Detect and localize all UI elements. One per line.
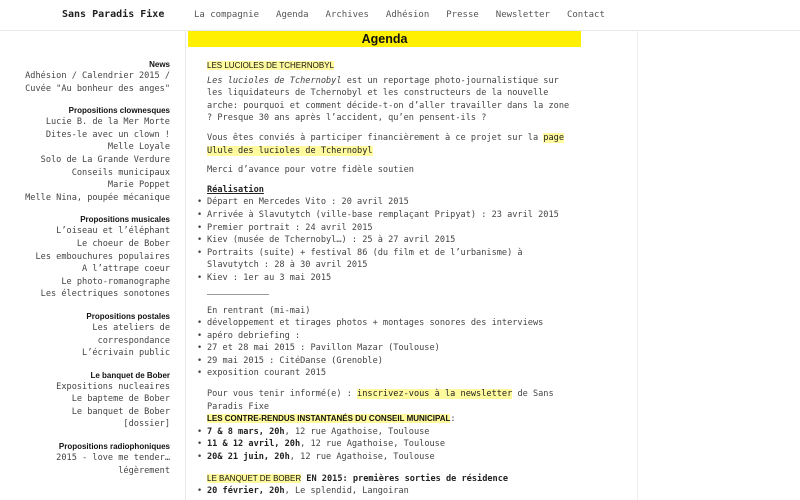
inform-post: de Sans Paradis Fixe — [207, 389, 554, 412]
sidebar — [0, 31, 186, 500]
sidebar-item[interactable]: Melle Loyale — [107, 142, 170, 153]
event-place: , 12 rue Agathoise, Toulouse — [300, 439, 446, 450]
sidebar-section — [0, 371, 170, 431]
tchernobyl-title: LES LUCIOLES DE TCHERNOBYL — [207, 61, 335, 70]
conseil-colon: : — [450, 414, 456, 425]
sidebar-item[interactable]: légèrement — [118, 465, 170, 476]
sidebar-item[interactable]: Les ateliers de — [92, 322, 170, 333]
sidebar-item[interactable]: Le photo-romanographe — [61, 276, 170, 287]
list-item: • Kiev : 1er au 3 mai 2015 — [207, 272, 577, 285]
sidebar-item[interactable]: Solo de La Grande Verdure — [40, 154, 170, 165]
conseil-list — [207, 426, 577, 464]
bober-title[interactable]: LE BANQUET DE BOBER — [207, 473, 302, 483]
list-item: • Départ en Mercedes Vito : 20 avril 2015 — [207, 196, 577, 209]
sidebar-item[interactable]: Cuvée "Au bonheur des anges" — [25, 83, 170, 94]
event-date: 7 & 8 mars, 20h — [207, 426, 285, 437]
event-date: 11 & 12 avril, 20h — [207, 439, 301, 450]
list-item — [207, 438, 577, 451]
invite-text: Vous êtes conviés à participer financièrement à ce projet sur la — [207, 132, 544, 143]
realisation-title: Réalisation — [207, 184, 264, 195]
sidebar-section — [0, 60, 170, 95]
bober-heading — [207, 473, 577, 486]
list-item: • 29 mai 2015 : CitéDanse (Grenoble) — [207, 355, 577, 368]
sidebar-section-title: News — [149, 60, 170, 69]
sidebar-item[interactable]: [dossier] — [123, 419, 170, 430]
sidebar-item[interactable]: L’oiseau et l’éléphant — [56, 226, 170, 237]
sidebar-section — [0, 312, 170, 360]
sidebar-section-title: Propositions postales — [86, 311, 170, 321]
nav-adhesion[interactable]: Adhésion — [385, 10, 430, 20]
list-item: • 27 et 28 mai 2015 : Pavillon Mazar (Toulouse) — [207, 342, 577, 355]
sidebar-section — [0, 442, 170, 477]
bober-subtitle: EN 2015: premières sorties de résidence — [301, 473, 509, 484]
sidebar-item[interactable]: 2015 - love me tender… — [56, 453, 170, 464]
intro-text: est un reportage photo-journalistique sur les liquidateurs de Tchernobyl et les constructeurs de la nouvelle arche: pourquoi et comment décide-t-on d’aller travailler dans la zone ? Presque 30 ans après l’accident, qu’en pensent-ils ? — [207, 75, 570, 124]
sidebar-section-title: Propositions musicales — [80, 215, 170, 225]
nav-agenda[interactable]: Agenda — [276, 10, 309, 20]
list-item: • Portraits (suite) + festival 86 (du film et de l’urbanisme) à Slavutytch : 28 à 30 avril 2015 — [207, 247, 577, 272]
nav-contact[interactable]: Contact — [566, 10, 605, 20]
intro-paragraph — [207, 75, 577, 125]
list-item — [207, 426, 577, 439]
ulule-link[interactable]: page Ulule des lucioles de Tchernobyl — [207, 132, 565, 156]
list-item — [207, 485, 577, 498]
thanks-text: Merci d’avance pour votre fidèle soutien — [207, 165, 414, 176]
main-nav — [194, 10, 622, 20]
inform-paragraph — [207, 388, 577, 413]
divider — [207, 294, 269, 295]
sidebar-item[interactable]: Conseils municipaux — [71, 167, 170, 178]
page-title: Agenda — [188, 31, 581, 47]
sidebar-item[interactable]: Les électriques sonotones — [40, 289, 170, 300]
sidebar-item[interactable]: Le choeur de Bober — [76, 238, 170, 249]
return-list — [207, 317, 577, 380]
event-date: 20& 21 juin, 20h — [207, 452, 290, 463]
list-item: • Kiev (musée de Tchernobyl…) : 25 à 27 avril 2015 — [207, 234, 577, 247]
list-item: • exposition courant 2015 — [207, 367, 577, 380]
sidebar-item[interactable]: Dites-le avec un clown ! — [45, 129, 170, 140]
sidebar-section-title: Le banquet de Bober — [90, 370, 170, 380]
sidebar-section — [0, 215, 170, 301]
nav-presse[interactable]: Presse — [446, 10, 479, 20]
inform-pre: Pour vous tenir informé(e) : — [207, 389, 358, 400]
event-place: , 12 rue Agathoise, Toulouse — [284, 426, 430, 437]
sidebar-item[interactable]: A l’attrape coeur — [82, 264, 170, 275]
sidebar-item[interactable]: L’écrivain public — [82, 348, 170, 359]
list-item: • Arrivée à Slavutytch (ville-base remplaçant Pripyat) : 23 avril 2015 — [207, 209, 577, 222]
conseil-heading — [207, 413, 577, 426]
list-item: • Premier portrait : 24 avril 2015 — [207, 222, 577, 235]
bober-list — [207, 485, 577, 498]
list-item: • développement et tirages photos + montages sonores des interviews — [207, 317, 577, 330]
event-place: , Le splendid, Langoiran — [284, 486, 409, 497]
sidebar-item[interactable]: Lucie B. de la Mer Morte — [45, 117, 170, 128]
sidebar-section-title: Propositions clownesques — [68, 106, 170, 116]
newsletter-link[interactable]: inscrivez-vous à la newsletter — [357, 389, 513, 400]
sidebar-item[interactable]: Expositions nucleaires — [56, 381, 170, 392]
nav-newsletter[interactable]: Newsletter — [495, 10, 550, 20]
sidebar-item[interactable]: Melle Nina, poupée mécanique — [25, 192, 170, 203]
realisation-list — [207, 196, 577, 284]
conseil-title[interactable]: LES CONTRE-RENDUS INSTANTANÉS DU CONSEIL MUNICIPAL — [207, 414, 451, 424]
nav-archives[interactable]: Archives — [325, 10, 369, 20]
intro-title: Les lucioles de Tchernobyl — [207, 75, 342, 86]
nav-la-compagnie[interactable]: La compagnie — [194, 10, 260, 20]
top-bar — [0, 0, 800, 31]
sidebar-item[interactable]: Adhésion / Calendrier 2015 / — [25, 71, 170, 81]
return-title: En rentrant (mi-mai) — [207, 305, 311, 316]
invite-paragraph — [207, 132, 577, 157]
sidebar-item[interactable]: Le bapteme de Bober — [71, 394, 170, 405]
list-item: • apéro debriefing : — [207, 330, 577, 343]
main-content — [188, 31, 638, 500]
sidebar-item[interactable]: Marie Poppet — [107, 180, 170, 191]
sidebar-section — [0, 106, 170, 204]
sidebar-section-title: Propositions radiophoniques — [58, 442, 170, 452]
sidebar-item[interactable]: correspondance — [97, 335, 170, 346]
sidebar-item[interactable]: Le banquet de Bober — [71, 406, 170, 417]
sidebar-item[interactable]: Les embouchures populaires — [35, 251, 170, 262]
list-item — [207, 451, 577, 464]
event-place: , 12 rue Agathoise, Toulouse — [289, 452, 435, 463]
site-title[interactable]: Sans Paradis Fixe — [62, 9, 165, 20]
article — [207, 60, 577, 500]
event-date: 20 février, 20h — [207, 486, 285, 497]
